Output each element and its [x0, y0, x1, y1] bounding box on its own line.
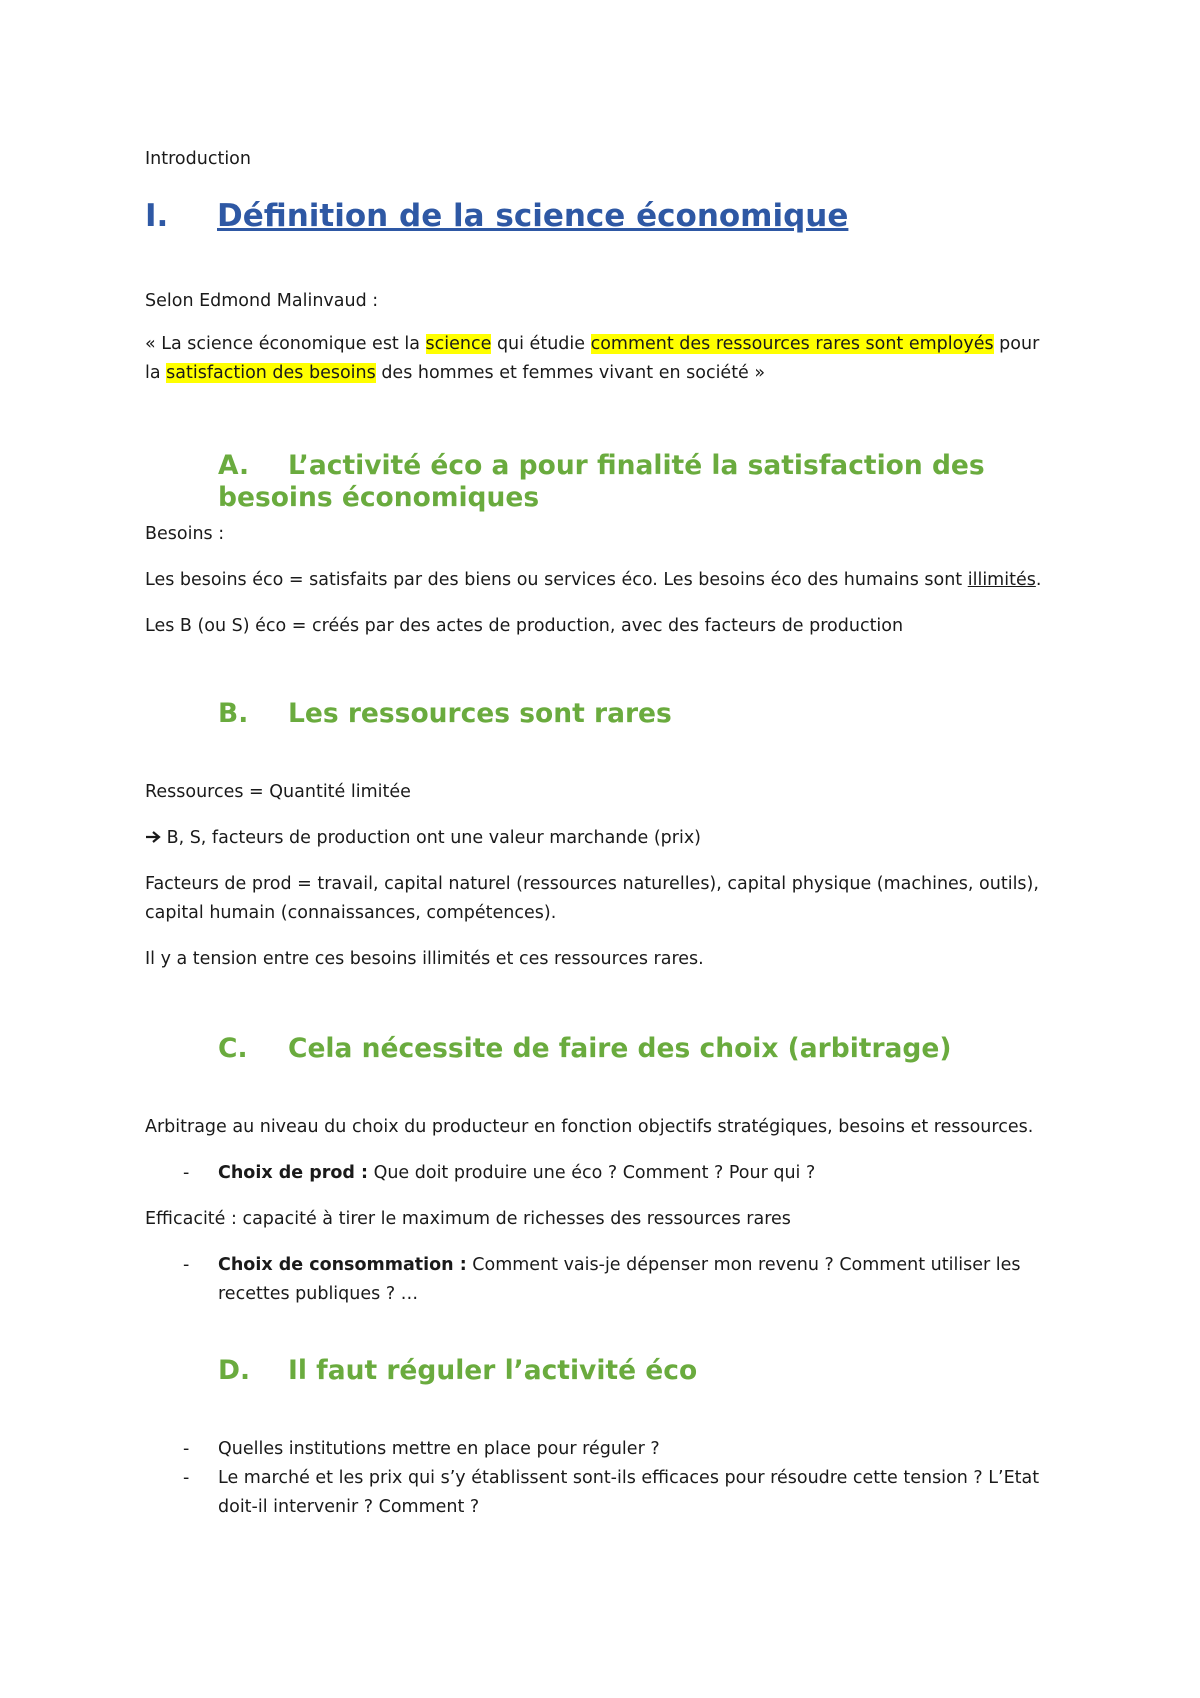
quote-line-1 [145, 330, 1039, 359]
section-b-heading [218, 698, 672, 730]
list-item-question-2-line2: doit-il intervenir ? Comment ? [218, 1497, 480, 1517]
section-a-heading [218, 450, 985, 482]
section-a-heading-line2: besoins économiques [218, 482, 540, 513]
selon-line: Selon Edmond Malinvaud : [145, 291, 379, 311]
list-item-text [218, 1159, 815, 1188]
underlined-text: illimités [967, 570, 1036, 590]
ressources-line: Ressources = Quantité limitée [145, 782, 411, 802]
quote-text: « La science économique est la [145, 334, 426, 354]
list-item-text: Le marché et les prix qui s’y établissent sont-ils efficaces pour résoudre cette tension ? L’Etat [218, 1468, 1040, 1488]
section-c-heading [218, 1033, 951, 1065]
tension-line: Il y a tension entre ces besoins illimités et ces ressources rares. [145, 949, 704, 969]
quote-text: des hommes et femmes vivant en société » [375, 363, 766, 383]
section-c-number: C. [218, 1033, 248, 1064]
quote-highlight: satisfaction des besoins [166, 363, 376, 383]
intro-label: Introduction [145, 149, 251, 169]
list-dash: - [183, 1468, 190, 1488]
facteurs-line-2: capital humain (connaissances, compétences). [145, 903, 557, 923]
besoins-line-2: Les B (ou S) éco = créés par des actes de production, avec des facteurs de production [145, 616, 904, 636]
section-d-title: Il faut réguler l’activité éco [288, 1355, 698, 1386]
quote-text: pour [993, 334, 1040, 354]
section-a-number: A. [218, 450, 250, 481]
besoins-line-1 [145, 566, 1041, 595]
section-1-number: I. [145, 198, 169, 234]
arbitrage-line: Arbitrage au niveau du choix du producteur en fonction objectifs stratégiques, besoins et ressources. [145, 1117, 1034, 1137]
section-a-title: L’activité éco a pour finalité la satisfaction des [288, 450, 985, 481]
section-b-title: Les ressources sont rares [288, 698, 672, 729]
list-item-rest: Comment vais-je dépenser mon revenu ? Comment utiliser les [466, 1255, 1021, 1275]
paragraph-text: . [1035, 570, 1042, 590]
bold-label: Choix de consommation : [218, 1255, 467, 1275]
section-d-number: D. [218, 1355, 251, 1386]
quote-highlight: science [425, 334, 492, 354]
quote-line-2 [145, 359, 765, 388]
bold-label: Choix de prod : [218, 1163, 368, 1183]
besoins-label: Besoins : [145, 524, 225, 544]
facteurs-line-1: Facteurs de prod = travail, capital naturel (ressources naturelles), capital physique (machines, outils), [145, 874, 1039, 894]
efficacite-line: Efficacité : capacité à tirer le maximum de richesses des ressources rares [145, 1209, 791, 1229]
list-dash: - [183, 1439, 190, 1459]
section-1-heading [145, 196, 848, 236]
list-item-text: Quelles institutions mettre en place pour réguler ? [218, 1439, 660, 1459]
right-arrow-icon [145, 830, 161, 844]
section-d-heading [218, 1355, 697, 1387]
list-item-choix-conso-line2: recettes publiques ? … [218, 1284, 419, 1304]
quote-text: la [145, 363, 167, 383]
section-c-title: Cela nécessite de faire des choix (arbitrage) [288, 1033, 952, 1064]
quote-highlight: comment des ressources rares sont employés [590, 334, 994, 354]
section-1-title: Définition de la science économique [217, 198, 849, 234]
paragraph-text: Les besoins éco = satisfaits par des biens ou services éco. Les besoins éco des humains sont [145, 570, 968, 590]
quote-text: qui étudie [491, 334, 591, 354]
list-item-rest: Que doit produire une éco ? Comment ? Pour qui ? [368, 1163, 816, 1183]
list-dash: - [183, 1163, 190, 1183]
list-item-text [218, 1251, 1021, 1280]
list-dash: - [183, 1255, 190, 1275]
arrow-line-text: B, S, facteurs de production ont une valeur marchande (prix) [161, 828, 702, 848]
arrow-line [145, 824, 701, 853]
section-b-number: B. [218, 698, 249, 729]
